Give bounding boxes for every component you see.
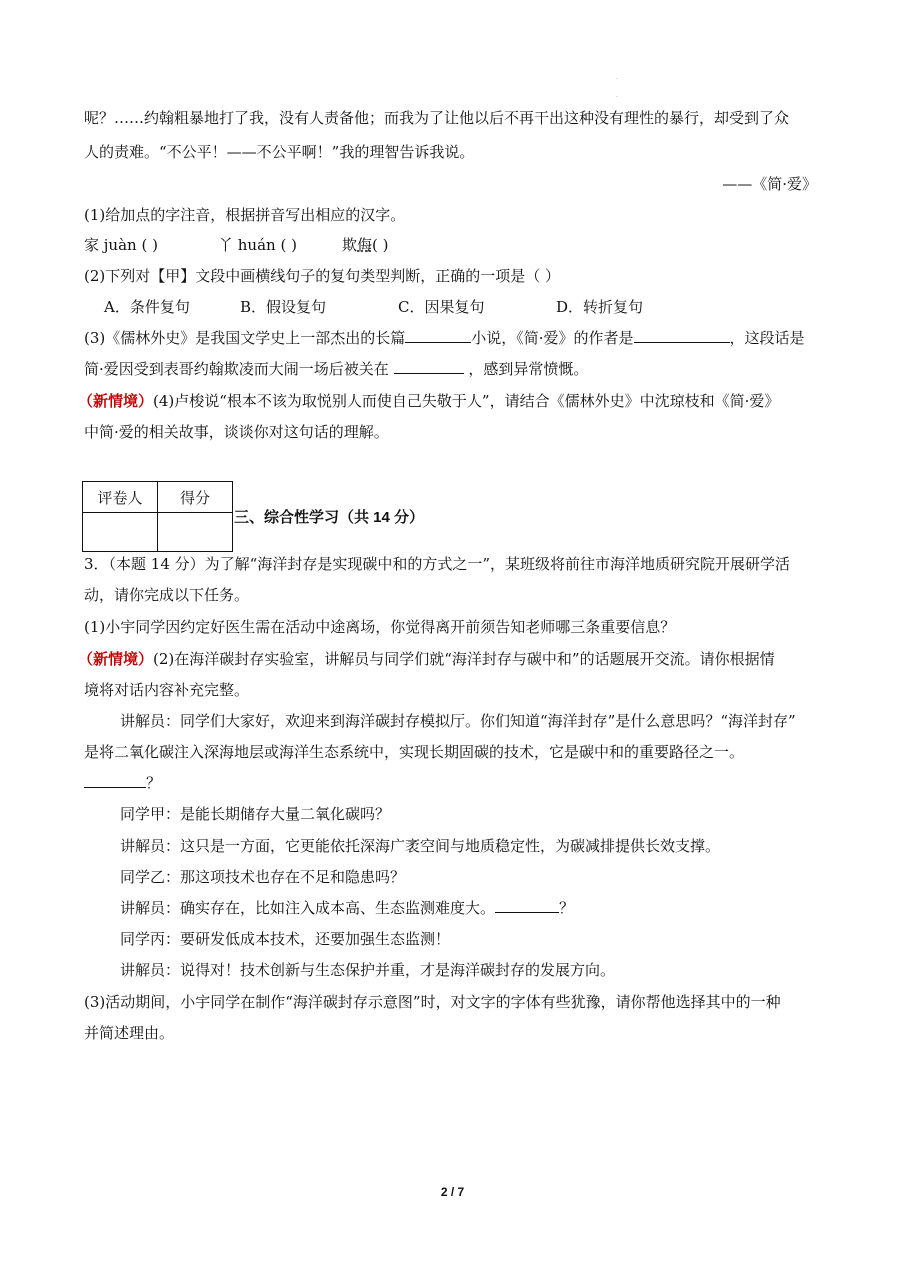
question-1-item-a: 家 juàn ( ): [84, 236, 158, 254]
score-table: [82, 481, 233, 552]
question-3-line: (3)《儒林外史》是我国文学史上一部杰出的长篇 小说，《简·爱》的作者是 ，这段话是: [84, 329, 805, 347]
option-d: D．转折复句: [556, 298, 644, 316]
grader-cell[interactable]: [83, 513, 158, 552]
dialogue-line: 同学丙：要研发低成本技术，还要加强生态监测！: [120, 930, 451, 948]
section-title: 三、综合性学习（共 14 分）: [234, 509, 425, 526]
passage-line: 呢？……约翰粗暴地打了我，没有人责备他；而我为了让他以后不再干出这种没有理性的暴行，却受到了众: [84, 109, 790, 127]
dialogue-line: 讲解员：确实存在，比如注入成本高、生态监测难度大。 ？: [120, 899, 575, 917]
dialogue-line: 同学甲：是能长期储存大量二氧化碳吗？: [120, 805, 391, 823]
scan-mark: .: [616, 92, 618, 99]
option-a: A．条件复句: [104, 298, 190, 316]
subquestion-2-line: 境将对话内容补充完整。: [84, 681, 250, 699]
score-table-header-score: 得分: [158, 482, 233, 513]
question-1-item-b: 丫 huán ( ): [218, 236, 297, 254]
subquestion-1: (1)小宇同学因约定好医生需在活动中途离场，你觉得离开前须告知老师哪三条重要信息？: [84, 618, 676, 636]
answer-blank[interactable]: [495, 898, 559, 913]
question-4-line: （新情境）(4)卢梭说“根本不该为取悦别人而使自己失敬于人”，请结合《儒林外史》中沈琼枝和《简·爱》: [78, 392, 780, 410]
dialogue-line: 讲解员：同学们大家好，欢迎来到海洋碳封存模拟厅。你们知道“海洋封存”是什么意思吗？“海洋封存”: [120, 712, 796, 730]
answer-blank[interactable]: [394, 359, 464, 374]
subquestion-3-line: (3)活动期间，小宇同学在制作“海洋碳封存示意图”时，对文字的字体有些犹豫，请你帮他选择其中的一种: [84, 993, 781, 1011]
answer-blank[interactable]: [84, 773, 146, 788]
page-number: 2 / 7: [440, 1185, 465, 1199]
dialogue-line: ？: [84, 773, 161, 793]
new-context-tag: （新情境）: [78, 650, 154, 668]
question-1-item-c: 欺侮( ): [342, 236, 389, 254]
option-b: B．假设复句: [240, 298, 327, 316]
answer-blank[interactable]: [405, 328, 471, 343]
new-context-tag: （新情境）: [78, 392, 154, 410]
task-intro-line: 3．（本题 14 分）为了解“海洋封存是实现碳中和的方式之一”，某班级将前往市海洋地质研究院开展研学活: [84, 555, 791, 573]
score-cell[interactable]: [158, 513, 233, 552]
dialogue-line: 同学乙：那这项技术也存在不足和隐患吗？: [120, 868, 406, 886]
question-2-stem: (2)下列对【甲】文段中画横线句子的复句类型判断，正确的一项是（ ）: [84, 267, 561, 285]
passage-line: 人的责难。“不公平！——不公平啊！”我的理智告诉我说。: [84, 143, 475, 161]
passage-source: ——《简·爱》: [722, 175, 817, 193]
question-4-line: 中简·爱的相关故事，谈谈你对这句话的理解。: [84, 423, 389, 441]
question-1-stem: (1)给加点的字注音，根据拼音写出相应的汉字。: [84, 206, 406, 224]
dialogue-line: 讲解员：说得对！技术创新与生态保护并重，才是海洋碳封存的发展方向。: [120, 961, 616, 979]
subquestion-2-line: （新情境）(2)在海洋碳封存实验室，讲解员与同学们就“海洋封存与碳中和”的话题展开交流。请你根据情: [78, 650, 775, 668]
option-c: C．因果复句: [398, 298, 485, 316]
scan-mark: .: [616, 74, 618, 81]
score-table-header-grader: 评卷人: [83, 482, 158, 513]
dotted-char: 侮: [357, 236, 373, 254]
answer-blank[interactable]: [634, 328, 730, 343]
subquestion-3-line: 并简述理由。: [84, 1024, 175, 1042]
dialogue-line: 是将二氧化碳注入深海地层或海洋生态系统中，实现长期固碳的技术，它是碳中和的重要路径之一。: [84, 743, 745, 761]
dialogue-line: 讲解员：这只是一方面，它更能依托深海广袤空间与地质稳定性，为碳减排提供长效支撑。: [120, 837, 721, 855]
question-3-line: 简·爱因受到表哥约翰欺凌而大闹一场后被关在 ，感到异常愤慨。: [84, 360, 589, 378]
task-intro-line: 动，请你完成以下任务。: [84, 586, 250, 604]
